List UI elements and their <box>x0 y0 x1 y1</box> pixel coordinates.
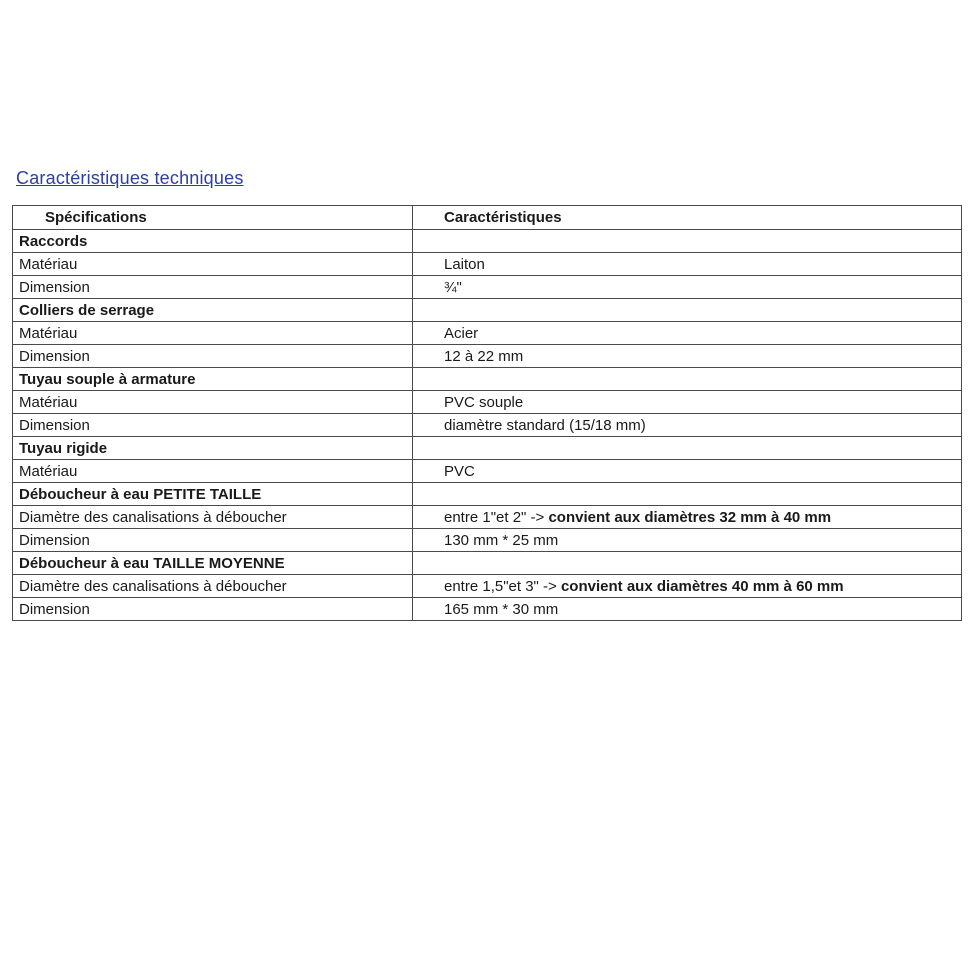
spec-value-text: PVC souple <box>444 393 524 411</box>
spec-name: Dimension <box>13 276 413 299</box>
table-body <box>13 230 962 621</box>
spec-value <box>413 437 962 460</box>
spec-value <box>413 253 962 276</box>
table-section-row <box>13 299 962 322</box>
section-name: Tuyau rigide <box>13 437 413 460</box>
spec-value <box>413 552 962 575</box>
section-name: Tuyau souple à armature <box>13 368 413 391</box>
table-row <box>13 529 962 552</box>
table-row <box>13 460 962 483</box>
table-row <box>13 598 962 621</box>
spec-name: Diamètre des canalisations à déboucher <box>13 575 413 598</box>
spec-value-text: 165 mm * 30 mm <box>444 600 559 618</box>
spec-name: Dimension <box>13 598 413 621</box>
spec-name: Diamètre des canalisations à déboucher <box>13 506 413 529</box>
table-row <box>13 253 962 276</box>
spec-value <box>413 299 962 322</box>
spec-value <box>413 276 962 299</box>
table-section-row <box>13 483 962 506</box>
spec-value-text: ¾" <box>444 278 462 296</box>
table-row <box>13 322 962 345</box>
table-row <box>13 414 962 437</box>
spec-name: Dimension <box>13 345 413 368</box>
spec-value-text: PVC <box>444 462 475 480</box>
spec-value <box>413 391 962 414</box>
table-row <box>13 391 962 414</box>
spec-name: Matériau <box>13 460 413 483</box>
section-name: Raccords <box>13 230 413 253</box>
spec-name: Dimension <box>13 529 413 552</box>
table-section-row <box>13 552 962 575</box>
spec-value <box>413 598 962 621</box>
spec-value-text: Laiton <box>444 255 485 273</box>
section-name: Déboucheur à eau TAILLE MOYENNE <box>13 552 413 575</box>
table-section-row <box>13 437 962 460</box>
section-name: Colliers de serrage <box>13 299 413 322</box>
table-row <box>13 506 962 529</box>
spec-value <box>413 414 962 437</box>
header-specifications: Spécifications <box>13 206 413 230</box>
spec-value-text: 12 à 22 mm <box>444 347 524 365</box>
spec-value-text: Acier <box>444 324 479 342</box>
section-name: Déboucheur à eau PETITE TAILLE <box>13 483 413 506</box>
spec-name: Dimension <box>13 414 413 437</box>
spec-value-emphasis: convient aux diamètres 32 mm à 40 mm <box>548 508 832 526</box>
spec-name: Matériau <box>13 391 413 414</box>
spec-value <box>413 575 962 598</box>
spec-value-text: diamètre standard (15/18 mm) <box>444 416 646 434</box>
spec-value <box>413 368 962 391</box>
spec-value <box>413 345 962 368</box>
specifications-table <box>12 205 962 621</box>
spec-value <box>413 460 962 483</box>
spec-name: Matériau <box>13 253 413 276</box>
table-row <box>13 276 962 299</box>
table-row <box>13 345 962 368</box>
header-caracteristiques: Caractéristiques <box>413 206 962 230</box>
spec-value <box>413 506 962 529</box>
table-header-row <box>13 206 962 230</box>
spec-value <box>413 230 962 253</box>
spec-name: Matériau <box>13 322 413 345</box>
table-section-row <box>13 230 962 253</box>
spec-value-text: entre 1"et 2" -> <box>444 508 549 526</box>
spec-value <box>413 322 962 345</box>
spec-value-text: entre 1,5"et 3" -> <box>444 577 561 595</box>
table-row <box>13 575 962 598</box>
table-section-row <box>13 368 962 391</box>
spec-value-text: 130 mm * 25 mm <box>444 531 559 549</box>
spec-value <box>413 483 962 506</box>
document-title: Caractéristiques techniques <box>16 168 244 188</box>
spec-value-emphasis: convient aux diamètres 40 mm à 60 mm <box>560 577 844 595</box>
spec-value <box>413 529 962 552</box>
